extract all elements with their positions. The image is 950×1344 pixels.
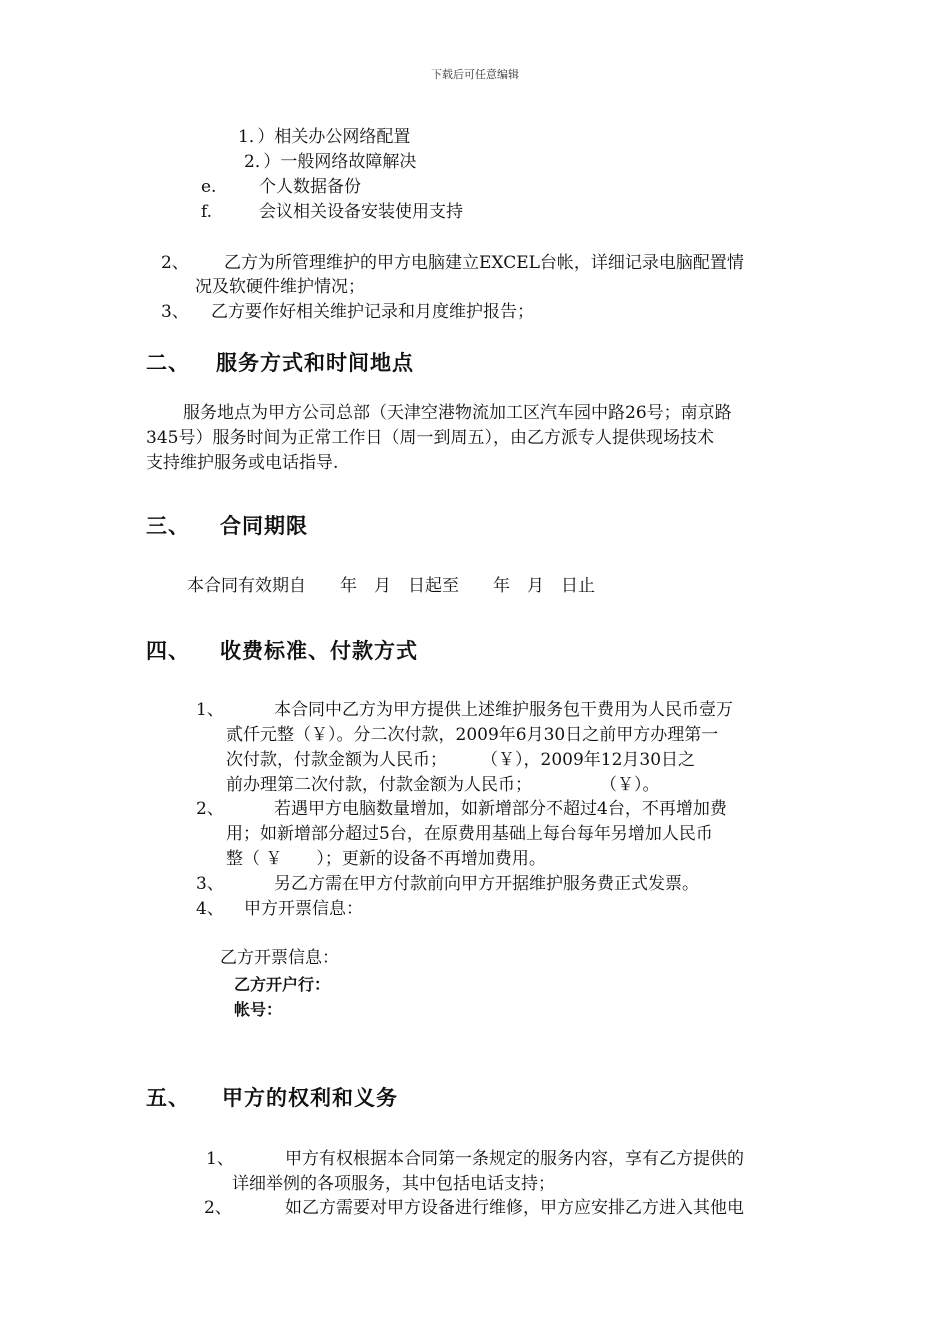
list-item-text: 整（ ￥ ）；更新的设备不再增加费用。 xyxy=(226,849,546,869)
list-item-text: 乙方要作好相关维护记录和月度维护报告； xyxy=(211,302,534,322)
list-item-text: 详细举例的各项服务，其中包括电话支持； xyxy=(232,1174,555,1194)
billing-account-label: 帐号： xyxy=(234,1000,283,1019)
section-title: 合同期限 xyxy=(220,514,308,538)
letter-item-num: e. xyxy=(201,177,217,197)
list-item-text: 况及软硬件维护情况； xyxy=(195,277,365,297)
section-number: 五、 xyxy=(146,1086,190,1110)
list-item-num: 3、 xyxy=(161,302,189,322)
list-item-text: 甲方有权根据本合同第一条规定的服务内容，享有乙方提供的 xyxy=(285,1149,744,1169)
sub-item: 2．）一般网络故障解决 xyxy=(244,152,417,172)
paragraph-line: 服务地点为甲方公司总部（天津空港物流加工区汽车园中路26号；南京路 xyxy=(183,403,732,423)
list-item-text: 如乙方需要对甲方设备进行维修，甲方应安排乙方进入其他电 xyxy=(285,1198,744,1218)
list-item-text: 次付款，付款金额为人民币； （￥），2009年12月30日之 xyxy=(226,750,696,770)
list-item-text: 用；如新增部分超过5台，在原费用基础上每台每年另增加人民币 xyxy=(226,824,713,844)
list-item-num: 2、 xyxy=(161,253,189,273)
sub-item: 1．）相关办公网络配置 xyxy=(238,127,411,147)
list-item-text: 贰仟元整（￥）。分二次付款，2009年6月30日之前甲方办理第一 xyxy=(226,725,719,745)
section-number: 四、 xyxy=(146,639,190,663)
letter-item-num: f. xyxy=(201,202,213,222)
section-number: 三、 xyxy=(146,514,190,538)
section-title: 服务方式和时间地点 xyxy=(216,351,414,375)
page-header-note: 下载后可任意编辑 xyxy=(431,68,519,81)
list-item-num: 3、 xyxy=(196,874,224,894)
list-item-num: 2、 xyxy=(196,799,224,819)
list-item-text: 乙方为所管理维护的甲方电脑建立EXCEL台帐，详细记录电脑配置情 xyxy=(224,253,744,273)
list-item-num: 4、 xyxy=(196,899,224,919)
list-item-num: 1、 xyxy=(206,1149,234,1169)
list-item-text: 另乙方需在甲方付款前向甲方开据维护服务费正式发票。 xyxy=(274,874,699,894)
billing-bank-label: 乙方开户行： xyxy=(234,975,331,994)
list-item-text: 前办理第二次付款，付款金额为人民币； （￥）。 xyxy=(226,775,660,795)
billing-title: 乙方开票信息： xyxy=(220,948,339,968)
section-number: 二、 xyxy=(146,351,190,375)
letter-item-text: 会议相关设备安装使用支持 xyxy=(259,202,463,222)
letter-item-text: 个人数据备份 xyxy=(259,177,361,197)
list-item-text: 甲方开票信息： xyxy=(244,899,363,919)
list-item-text: 本合同中乙方为甲方提供上述维护服务包干费用为人民币壹万 xyxy=(274,700,733,720)
section-title: 收费标准、付款方式 xyxy=(220,639,418,663)
list-item-num: 2、 xyxy=(204,1198,232,1218)
section-title: 甲方的权利和义务 xyxy=(222,1086,398,1110)
paragraph-line: 345号）服务时间为正常工作日（周一到周五），由乙方派专人提供现场技术 xyxy=(146,428,714,448)
list-item-num: 1、 xyxy=(196,700,224,720)
paragraph-line: 支持维护服务或电话指导. xyxy=(146,453,339,473)
list-item-text: 若遇甲方电脑数量增加，如新增部分不超过4台，不再增加费 xyxy=(274,799,727,819)
contract-period-text: 本合同有效期自 年 月 日起至 年 月 日止 xyxy=(187,576,595,596)
